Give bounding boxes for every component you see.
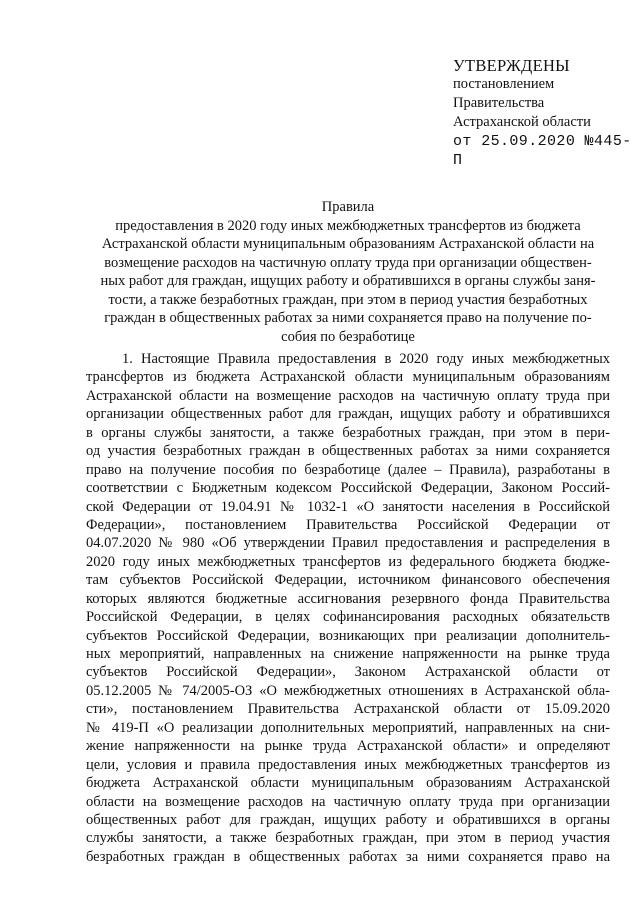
body-line: там субъектов Российской Федерации, источником финансового обеспечения <box>86 572 610 589</box>
body-paragraph <box>86 350 610 866</box>
approval-date-number: от 25.09.2020 №445-П <box>453 133 632 169</box>
approval-line: Астраханской области <box>453 114 591 130</box>
body-line: од участия безработных граждан в общественных работах за ними сохраняется <box>86 443 610 460</box>
body-line: субъектов Российской Федерации», Законом Астраханской области от <box>86 664 610 681</box>
body-line: 04.07.2020 № 980 «Об утверждении Правил предоставления и распределения в <box>86 535 610 552</box>
approval-line: постановлением <box>453 76 555 92</box>
title-line: Астраханской области муниципальным образованиям Астраханской области на <box>101 236 595 252</box>
body-line: 2020 году иных межбюджетных трансфертов из федерального бюджета бюдже- <box>86 553 610 570</box>
body-line: ской Федерации от 19.04.91 № 1032-1 «О занятости населения в Российской <box>86 498 610 515</box>
body-line: трансфертов из бюджета Астраханской области муниципальным образованиям <box>86 369 610 386</box>
body-line: ных мероприятий, направленных на снижение напряженности на рынке труда <box>86 646 610 662</box>
body-line: в органы службы занятости, а также безработных граждан, при этом в пери- <box>86 424 610 441</box>
body-line: области на возмещение расходов на частичную оплату труда при организации <box>86 793 610 810</box>
body-line: жение напряженности на рынке труда Астраханской области» и определяют <box>86 738 610 755</box>
body-line: сти», постановлением Правительства Астраханской области от 15.09.2020 <box>86 701 610 718</box>
body-line: 05.12.2005 № 74/2005-ОЗ «О межбюджетных отношениях в Астраханской обла- <box>86 682 610 699</box>
title-line: возмещение расходов на частичную оплату труда при организации обществен- <box>104 254 592 271</box>
title-heading: Правила <box>321 199 375 215</box>
approval-line: Правительства <box>453 95 545 111</box>
body-line: № 419-П «О реализации дополнительных мероприятий, направленных на сни- <box>86 719 610 736</box>
title-line: тости, а также безработных граждан, при этом в период участия безработных <box>108 291 588 308</box>
body-line: которых являются бюджетные ассигнования резервного фонда Правительства <box>86 590 610 607</box>
body-line: службы занятости, а также безработных граждан, при этом в период участия <box>86 830 610 847</box>
body-line: право на получение пособия по безработице (далее – Правила), разработаны в <box>86 461 610 478</box>
title-line: ных работ для граждан, ищущих работу и обратившихся в органы службы заня- <box>100 273 596 289</box>
body-line: Астраханской области на возмещение расходов на частичную оплату труда при <box>86 387 610 404</box>
title-line: граждан в общественных работах за ними сохраняется право на получение по- <box>104 310 592 326</box>
body-line: безработных граждан в общественных работах за ними сохраняется право на <box>86 848 610 865</box>
body-line: общественных работ для граждан, ищущих работу и обратившихся в органы <box>86 811 610 828</box>
body-line: цели, условия и правила предоставления иных межбюджетных трансфертов из <box>86 756 610 773</box>
title-line: предоставления в 2020 году иных межбюджетных трансфертов из бюджета <box>115 217 581 234</box>
approval-heading: УТВЕРЖДЕНЫ <box>453 56 570 75</box>
body-line: организации общественных работ для граждан, ищущих работу и обратившихся <box>86 406 610 423</box>
title-line: собия по безработице <box>281 328 415 345</box>
body-line: соответствии с Бюджетным кодексом Российской Федерации, Законом Россий- <box>86 480 610 497</box>
body-line: Российской Федерации, в целях софинансирования расходных обязательств <box>86 609 610 626</box>
body-line: Федерации», постановлением Правительства Российской Федерации от <box>86 516 610 533</box>
document-title <box>88 198 608 346</box>
body-line: 1. Настоящие Правила предоставления в 2020 году иных межбюджетных <box>122 351 610 367</box>
approval-stamp <box>453 56 640 170</box>
body-line: бюджета Астраханской области муниципальным образованиям Астраханской <box>86 775 610 792</box>
body-line: субъектов Российской Федерации, возникающих при реализации дополнитель- <box>86 627 610 644</box>
